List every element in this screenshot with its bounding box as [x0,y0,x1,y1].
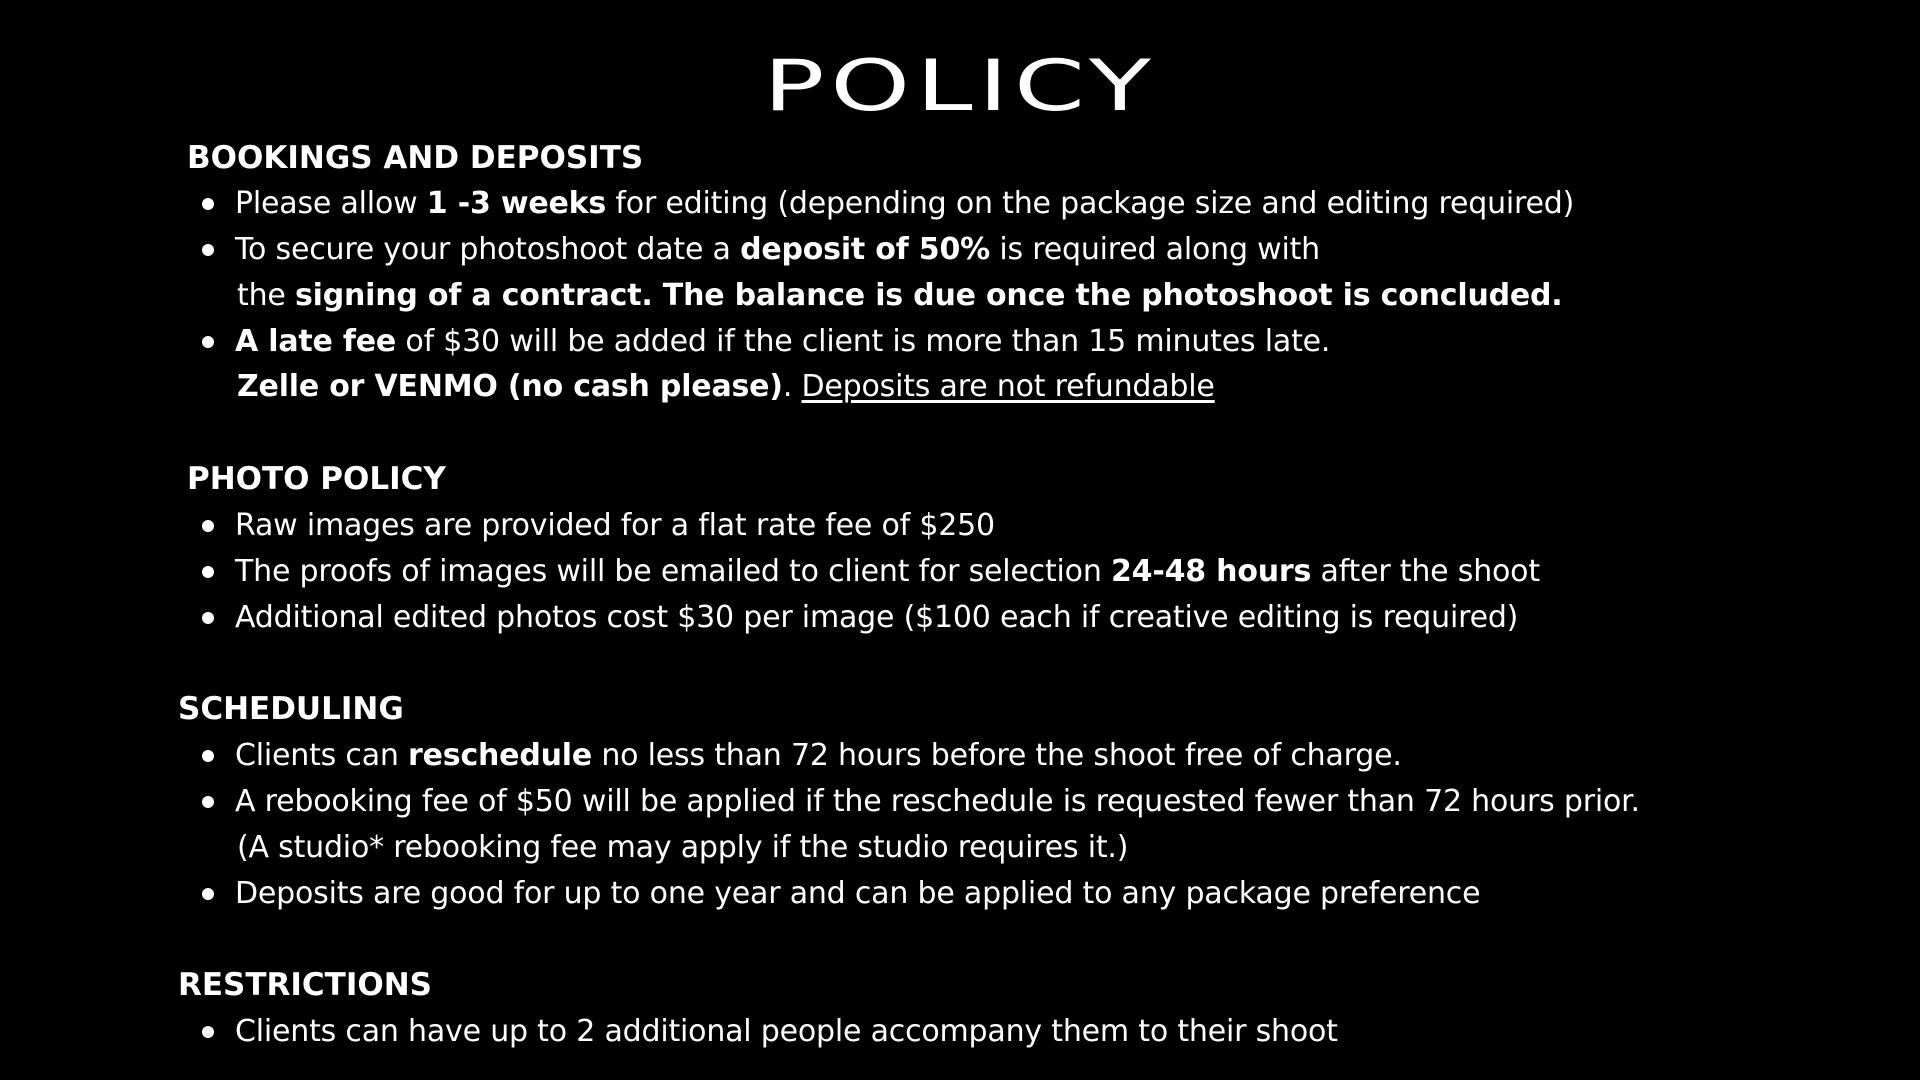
bookings-item-deposit-continued: the signing of a contract. The balance is due once the photoshoot is concluded. [237,278,1563,313]
bookings-item-editing-time: Please allow 1 -3 weeks for editing (depending on the package size and editing required) [235,186,1575,221]
scheduling-item-reschedule: Clients can reschedule no less than 72 hours before the shoot free of charge. [235,738,1402,773]
section-heading-restrictions: RESTRICTIONS [178,967,432,1003]
bullet-icon [202,336,214,348]
photo-item-additional-edits: Additional edited photos cost $30 per image ($100 each if creative editing is required) [235,600,1519,635]
section-heading-photo-policy: PHOTO POLICY [187,461,446,497]
photo-item-raw-images: Raw images are provided for a flat rate fee of $250 [235,508,995,543]
bookings-item-deposit: To secure your photoshoot date a deposit of 50% is required along with [235,232,1321,267]
scheduling-item-studio-fee: (A studio* rebooking fee may apply if the studio requires it.) [237,830,1129,865]
scheduling-item-deposits-validity: Deposits are good for up to one year and can be applied to any package preference [235,876,1481,911]
section-heading-scheduling: SCHEDULING [178,691,404,727]
bullet-icon [202,244,214,256]
bookings-item-payment: Zelle or VENMO (no cash please). Deposits are not refundable [237,369,1215,404]
bullet-icon [202,1026,214,1038]
restrictions-item-guests: Clients can have up to 2 additional people accompany them to their shoot [235,1014,1338,1049]
bullet-icon [202,750,214,762]
bullet-icon [202,566,214,578]
bullet-icon [202,520,214,532]
photo-item-proofs: The proofs of images will be emailed to client for selection 24-48 hours after the shoot [235,554,1540,589]
scheduling-item-rebooking-fee: A rebooking fee of $50 will be applied if the reschedule is requested fewer than 72 hours prior. [235,784,1640,819]
bookings-item-late-fee: A late fee of $30 will be added if the client is more than 15 minutes late. [235,324,1331,359]
bullet-icon [202,612,214,624]
bullet-icon [202,796,214,808]
non-refundable-note: Deposits are not refundable [801,369,1215,404]
page-title: POLICY [763,45,1157,127]
section-heading-bookings: BOOKINGS AND DEPOSITS [187,140,644,176]
bullet-icon [202,888,214,900]
bullet-icon [202,198,214,210]
